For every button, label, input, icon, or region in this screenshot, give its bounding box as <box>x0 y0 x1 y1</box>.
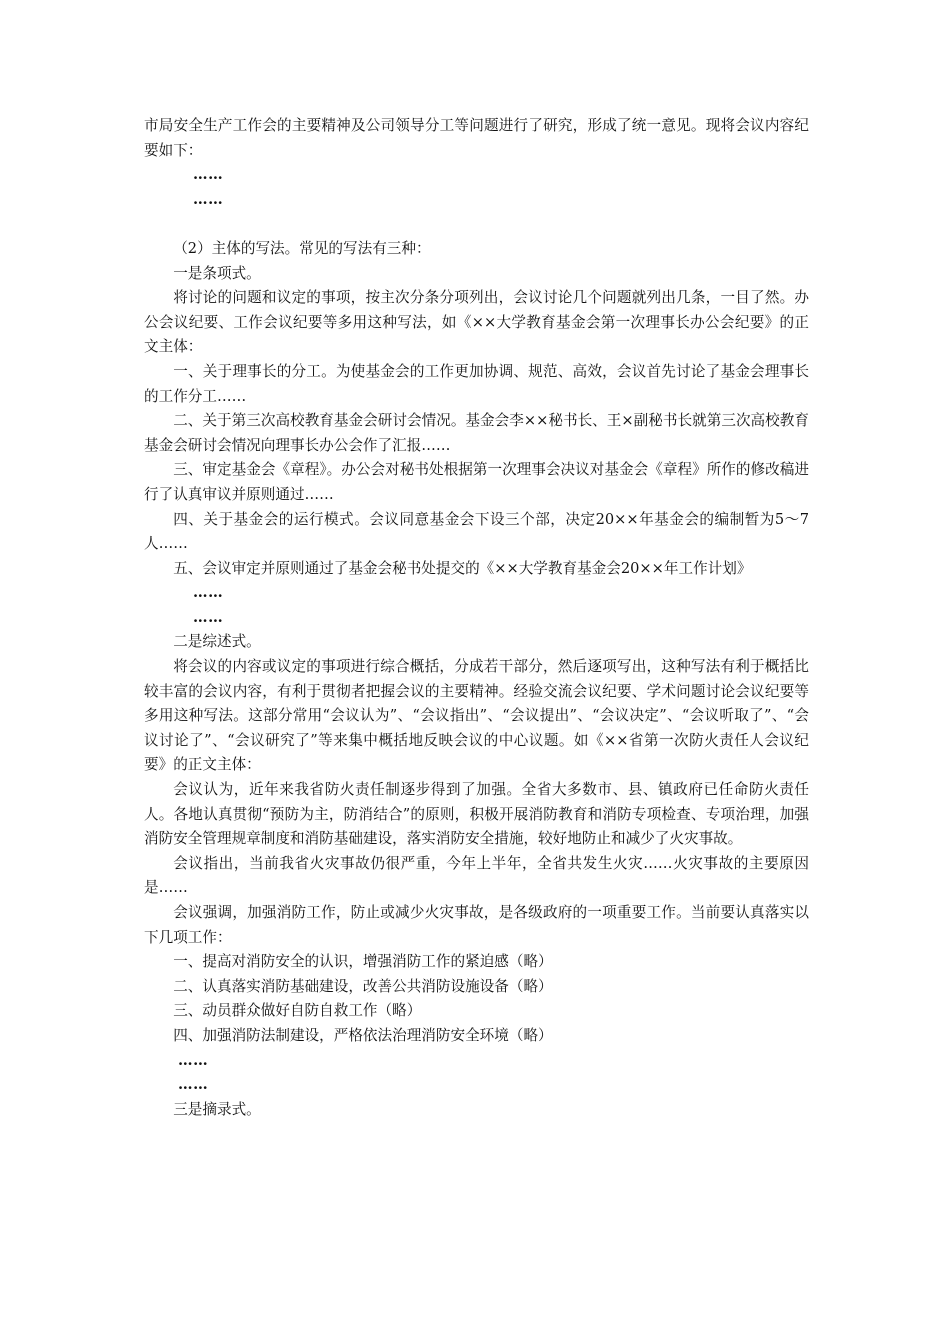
body-paragraph: 会议认为，近年来我省防火责任制逐步得到了加强。全省大多数市、县、镇政府已任命防火责任人。各地认真贯彻“预防为主，防消结合”的原则，积极开展消防教育和消防专项检查、专项治理，加强消防安全管理规章制度和消防基础建设，落实消防安全措施，较好地防止和减少了火灾事故。 <box>144 781 809 848</box>
type1-description: 将讨论的问题和议定的事项，按主次分条分项列出，会议讨论几个问题就列出几条，一目了然。办公会议纪要、工作会议纪要等多用这种写法，如《××大学教育基金会第一次理事长办公会纪要》的正文主体： <box>144 289 809 356</box>
type2-description: 将会议的内容或议定的事项进行综合概括，分成若干部分，然后逐项写出，这种写法有利于概括比较丰富的会议内容，有利于贯彻者把握会议的主要精神。经验交流会议纪要、学术问题讨论会议纪要等多用这种写法。这部分常用“会议认为”、“会议指出”、“会议提出”、“会议决定”、“会议听取了”、“会议讨论了”、“会议研究了”等来集中概括地反映会议的中心议题。如《××省第一次防火责任人会议纪要》的正文主体： <box>144 658 809 774</box>
list-item: 一、提高对消防安全的认识，增强消防工作的紧迫感（略） <box>173 953 553 971</box>
document-page <box>144 114 809 1122</box>
ellipsis: …… <box>193 584 224 602</box>
list-item: 四、加强消防法制建设，严格依法治理消防安全环境（略） <box>173 1026 553 1044</box>
body-paragraph: 会议强调，加强消防工作，防止或减少火灾事故，是各级政府的一项重要工作。当前要认真落实以下几项工作： <box>144 904 809 946</box>
list-item: 三、动员群众做好自防自救工作（略） <box>173 1002 422 1020</box>
list-item: 四、关于基金会的运行模式。会议同意基金会下设三个部，决定20××年基金会的编制暂为5～7人…… <box>144 510 809 553</box>
type2-title: 二是综述式。 <box>173 633 261 651</box>
ellipsis: …… <box>193 166 224 184</box>
spacer <box>144 212 809 237</box>
ellipsis: …… <box>193 608 224 626</box>
type3-title: 三是摘录式。 <box>173 1100 261 1118</box>
ellipsis: …… <box>178 1076 209 1094</box>
intro-paragraph: 市局安全生产工作会的主要精神及公司领导分工等问题进行了研究，形成了统一意见。现将会议内容纪要如下： <box>144 117 809 159</box>
section-heading: （2）主体的写法。常见的写法有三种： <box>173 239 431 257</box>
type1-title: 一是条项式。 <box>173 264 261 282</box>
ellipsis: …… <box>193 190 224 208</box>
list-item: 二、关于第三次高校教育基金会研讨会情况。基金会李××秘书长、王×副秘书长就第三次高校教育基金会研讨会情况向理事长办公会作了汇报…… <box>144 412 809 454</box>
list-item: 一、关于理事长的分工。为使基金会的工作更加协调、规范、高效，会议首先讨论了基金会理事长的工作分工…… <box>144 362 809 405</box>
list-item: 三、审定基金会《章程》。办公会对秘书处根据第一次理事会决议对基金会《章程》所作的修改稿进行了认真审议并原则通过…… <box>144 461 809 503</box>
body-paragraph: 会议指出，当前我省火灾事故仍很严重，今年上半年，全省共发生火灾……火灾事故的主要原因是…… <box>144 854 809 897</box>
list-item: 五、会议审定并原则通过了基金会秘书处提交的《××大学教育基金会20××年工作计划》 <box>173 559 752 577</box>
list-item: 二、认真落实消防基础建设，改善公共消防设施设备（略） <box>173 977 553 995</box>
ellipsis: …… <box>178 1051 209 1069</box>
